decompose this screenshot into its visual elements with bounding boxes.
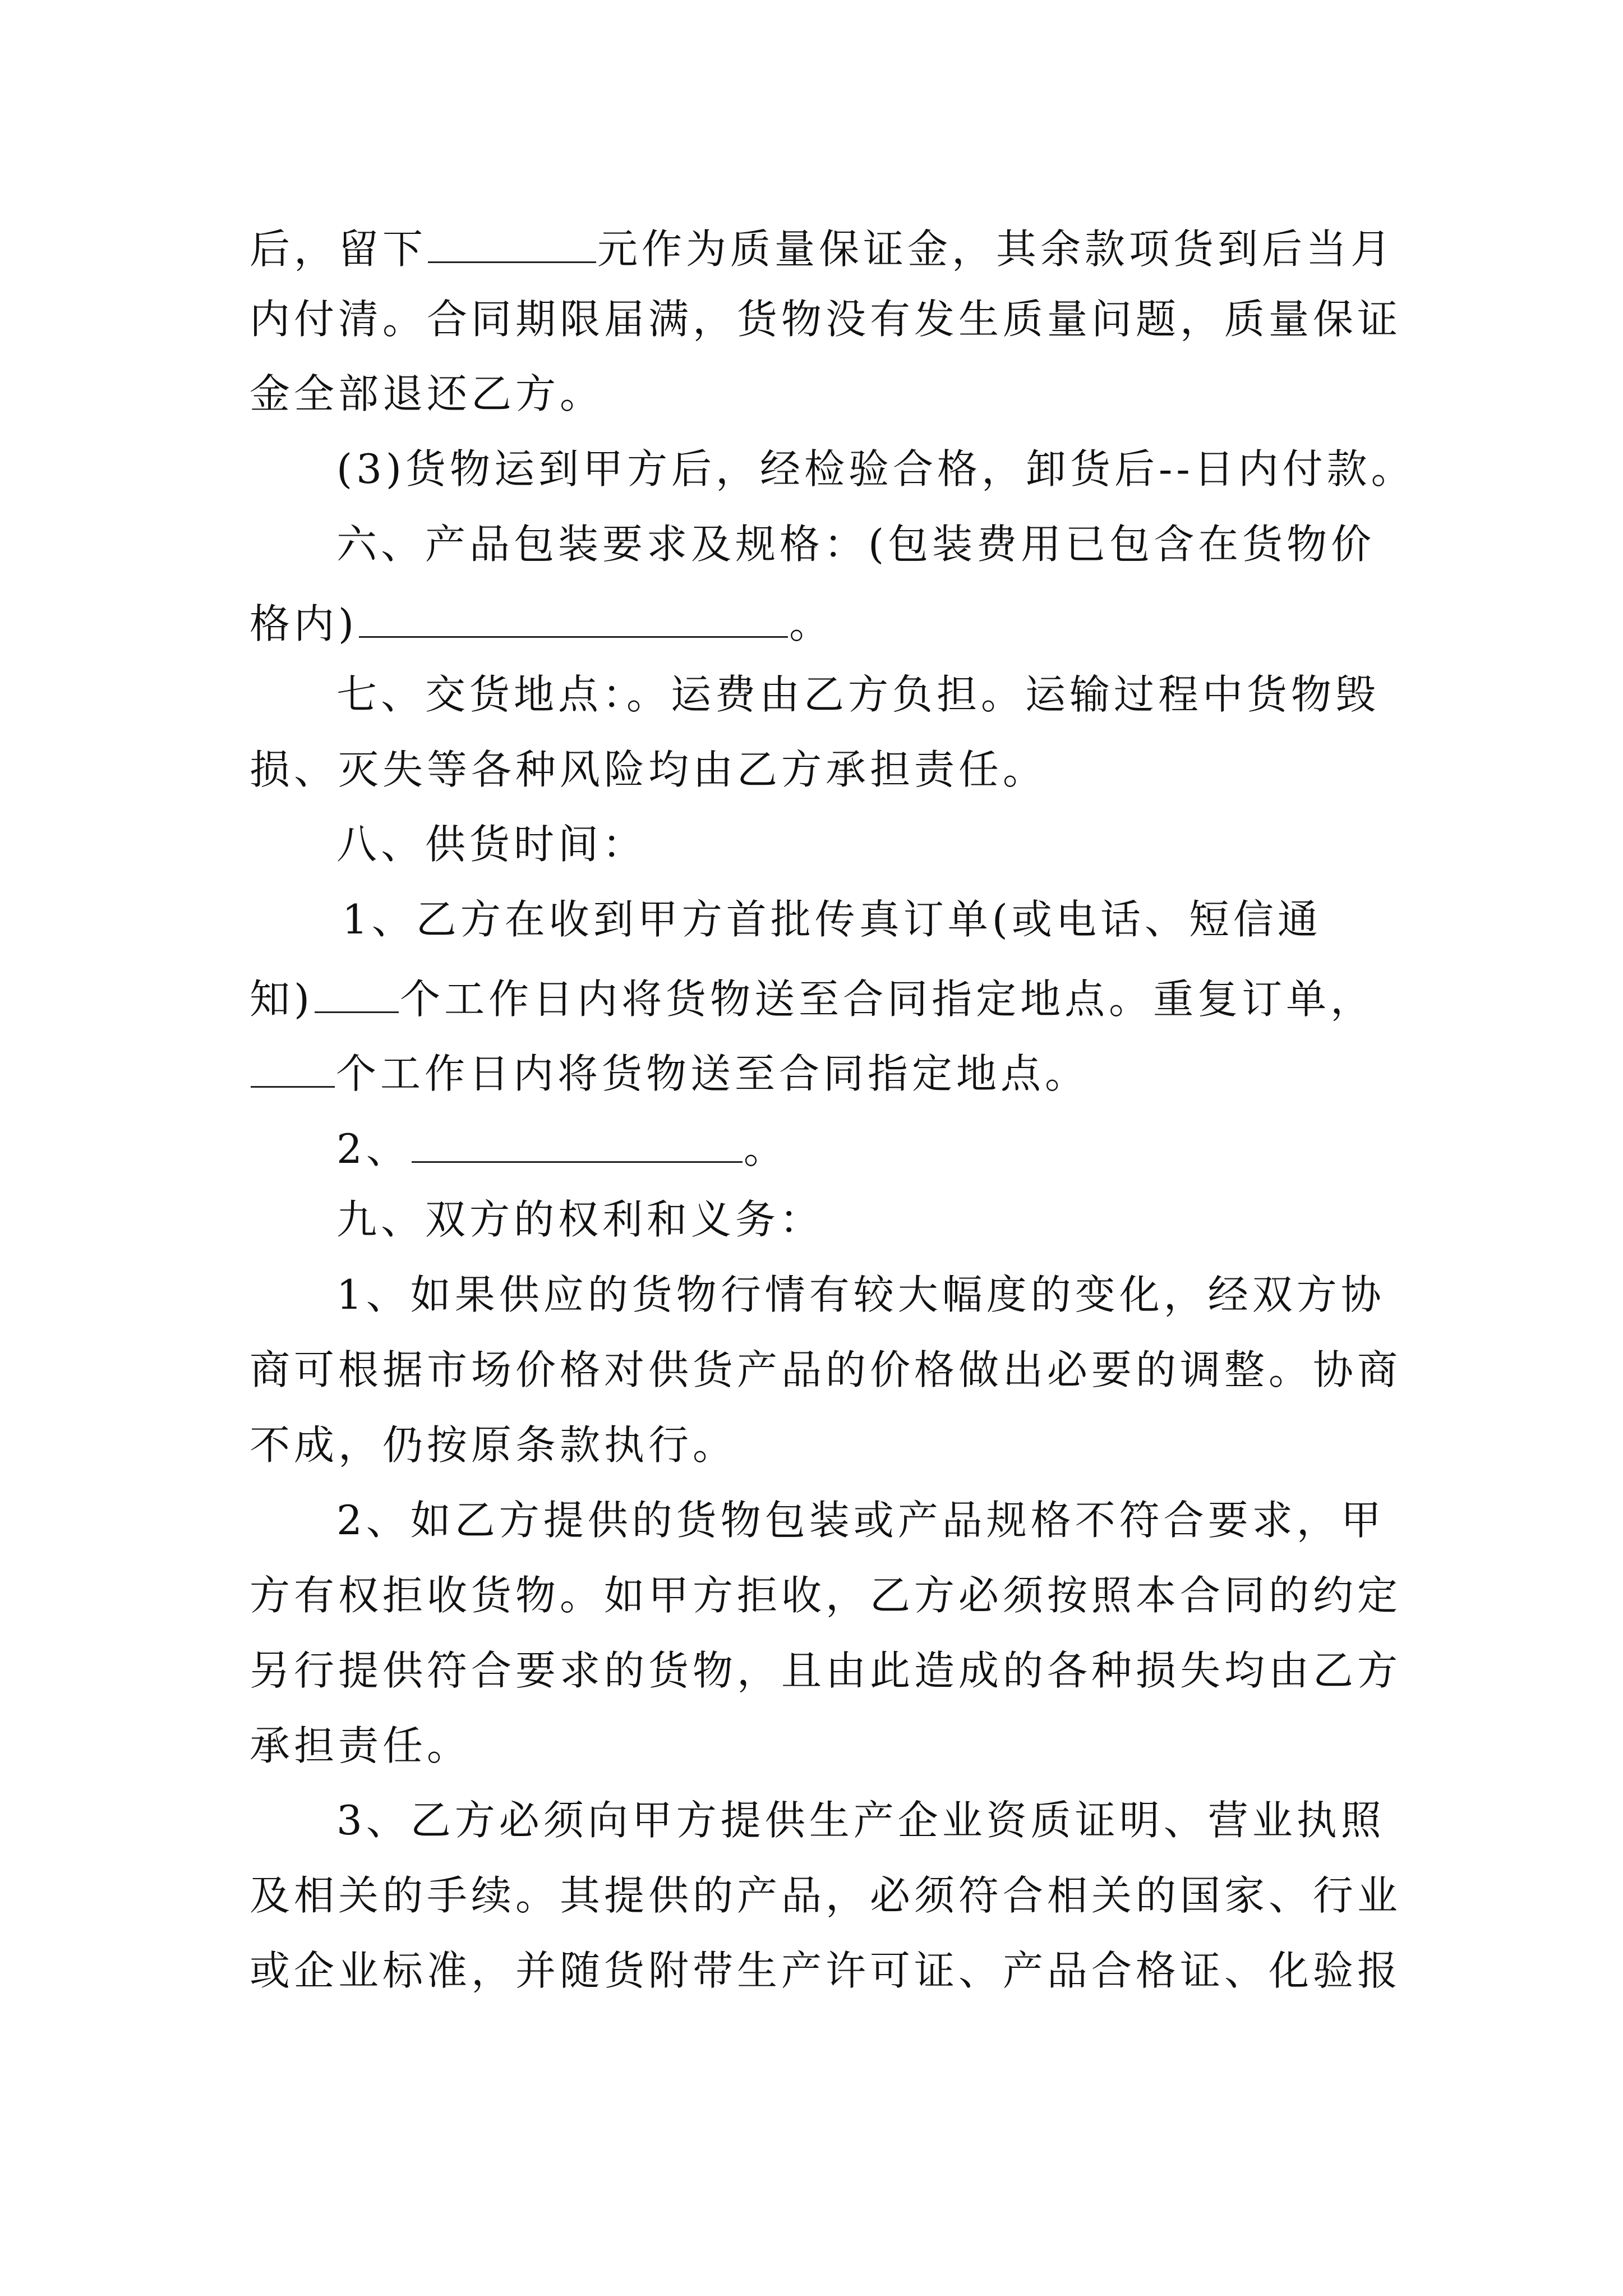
text-segment: 个工作日内将货物送至合同指定地点。 (336, 1050, 1090, 1098)
text-segment: (3)货物运到甲方后，经检验合格，卸货后--日内付款。 (336, 445, 1415, 493)
text-segment: 2、如乙方提供的货物包装或产品规格不符合要求，甲 (336, 1497, 1385, 1544)
text-line (250, 1049, 1090, 1098)
blank-line (359, 599, 788, 638)
text-segment: 个工作日内将货物送至合同指定地点。重复订单， (400, 976, 1375, 1023)
text-segment: 另行提供符合要求的货物，且由此造成的各种损失均由乙方 (250, 1647, 1402, 1694)
blank-line (428, 224, 596, 263)
text-line (250, 1647, 1402, 1694)
text-segment: 。 (743, 1125, 788, 1173)
text-segment: 格内) (250, 600, 358, 648)
text-segment: 及相关的手续。其提供的产品，必须符合相关的国家、行业 (250, 1872, 1402, 1919)
text-line (336, 671, 1380, 718)
text-segment: 3、乙方必须向甲方提供生产企业资质证明、营业执照 (336, 1797, 1385, 1844)
text-line (250, 1947, 1402, 1994)
blank-line (412, 1124, 743, 1163)
text-line (336, 521, 1376, 568)
text-line (336, 1271, 1385, 1318)
text-segment: 商可根据市场价格对供货产品的价格做出必要的调整。协商 (250, 1346, 1402, 1393)
text-line (336, 1497, 1385, 1544)
text-line (336, 1124, 788, 1173)
text-line (250, 370, 605, 417)
text-segment: 金全部退还乙方。 (250, 370, 605, 417)
text-segment: 。 (789, 600, 834, 648)
text-line (250, 1421, 737, 1469)
text-line (250, 599, 834, 648)
text-segment: 损、灭失等各种风险均由乙方承担责任。 (250, 746, 1048, 793)
text-line (250, 746, 1048, 793)
text-segment: 1、如果供应的货物行情有较大幅度的变化，经双方协 (336, 1271, 1385, 1318)
blank-line (315, 974, 399, 1013)
text-segment: 方有权拒收货物。如甲方拒收，乙方必须按照本合同的约定 (250, 1572, 1402, 1619)
text-line (250, 1872, 1402, 1919)
text-line (250, 224, 1395, 273)
text-segment: 或企业标准，并随货附带生产许可证、产品合格证、化验报 (250, 1947, 1402, 1994)
text-segment: 1、乙方在收到甲方首批传真订单(或电话、短信通 (342, 896, 1322, 943)
text-line (250, 1572, 1402, 1619)
blank-line (251, 1049, 335, 1088)
text-line (336, 821, 647, 868)
text-line (336, 1196, 824, 1243)
text-segment: 后，留下 (250, 226, 427, 273)
text-segment: 六、产品包装要求及规格：(包装费用已包含在货物价 (336, 521, 1376, 568)
text-segment: 七、交货地点：。运费由乙方负担。运输过程中货物毁 (336, 671, 1380, 718)
text-segment: 八、供货时间： (336, 821, 647, 868)
text-segment: 不成，仍按原条款执行。 (250, 1421, 737, 1469)
text-segment: 内付清。合同期限届满，货物没有发生质量问题，质量保证 (250, 296, 1402, 343)
text-line (336, 445, 1415, 493)
text-line (250, 974, 1375, 1023)
text-line (250, 296, 1402, 343)
text-segment: 2、 (336, 1125, 411, 1173)
text-line (336, 1797, 1385, 1844)
text-line (250, 1722, 472, 1769)
text-segment: 知) (250, 976, 314, 1023)
text-segment: 承担责任。 (250, 1722, 472, 1769)
text-segment: 元作为质量保证金，其余款项货到后当月 (597, 226, 1395, 273)
text-line (250, 1346, 1402, 1393)
text-segment: 九、双方的权利和义务： (336, 1196, 824, 1243)
text-line (342, 896, 1322, 943)
